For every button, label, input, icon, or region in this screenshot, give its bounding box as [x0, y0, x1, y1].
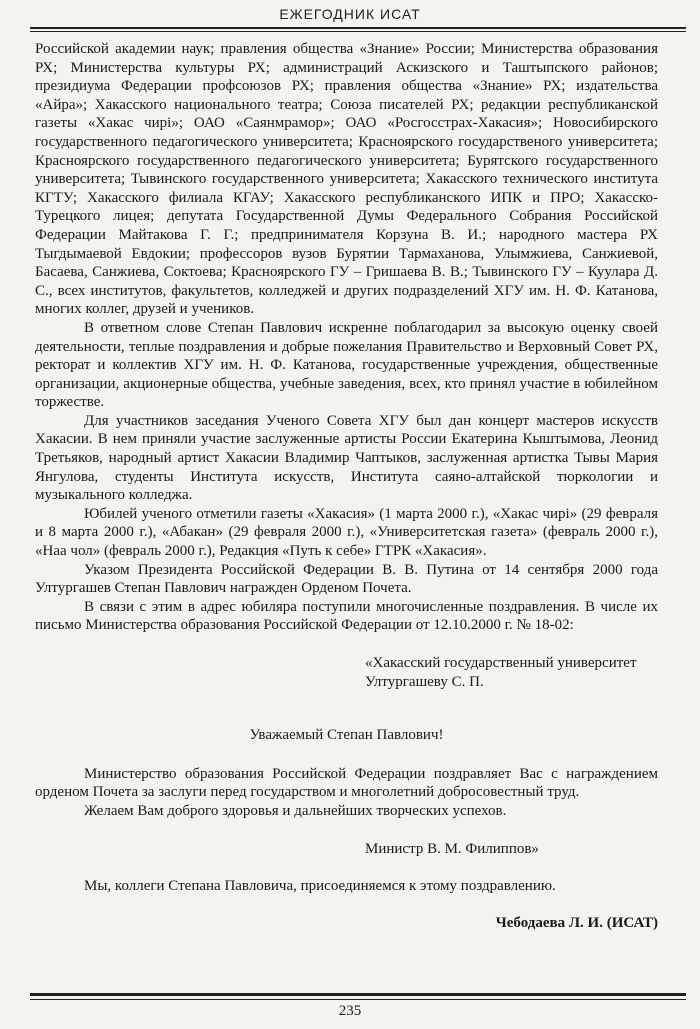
paragraph-congratulators: Российской академии наук; правления общества «Знание» России; Министерства образования РХ; Министерства культуры РХ; администраций Аскизского и Таштыпского районов; президиума Федерации профсоюзов РХ; правления общества «Знание» РХ; издательства «Айра»; Хакасского национального театра; Союза писателей РХ; редакции республиканской газеты «Хакас чирі»; ОАО «Саянмрамор»; ОАО «Росгосстрах-Хакасия»; Новосибирского государственного педагогического университета; Красноярского государственого университета; Красноярского государственного педагогического университета; Бурятского государственного университета; Тывинского государственного университета; Хакасского технического института КГТУ; Хакасского филиала КГАУ; Хакасского республиканского ИПК и ПРО; Хакасско-Турецкого лицея; депутата Государственной Думы Федерального Собрания Российской Федерации Майтакова Г. Г.; предпринимателя Корзуна В. И.; народного мастера РХ Тыгдымаевой Евдокии; профессоров вузов Бурятии Тармаханова, Улымжиева, Санжиевой, Басаева, Санжиева, Соктоева; Красноярского ГУ – Гришаева В. В.; Тывинского ГУ – Куулара Д. С., всех институтов, факультетов, колледжей и других подразделений ХГУ им. Н. Ф. Катанова, многих коллег, друзей и учеников.	[35, 41, 658, 318]
letter-body-1: Министерство образования Российской Федерации поздравляет Вас с награждением орденом Почета за заслуги перед государством и многолетний добросовестный труд.	[35, 765, 658, 801]
letter-address-line2: Ултургашеву С. П.	[365, 673, 484, 690]
paragraph-decree: Указом Президента Российской Федерации В. В. Путина от 14 сентября 2000 года Ултургашев Степан Павлович награжден Орденом Почета.	[35, 561, 658, 597]
letter-body-2: Желаем Вам доброго здоровья и дальнейших творческих успехов.	[84, 802, 507, 819]
closing-paragraph: Мы, коллеги Степана Павловича, присоединяемся к этому поздравлению.	[84, 878, 556, 895]
paragraph-response: В ответном слове Степан Павлович искренне поблагодарил за высокую оценку своей деятельности, теплые поздравления и добрые пожелания Правительство и Верховный Совет РХ, ректорат и коллектив ХГУ им. Н. Ф. Катанова, государственные учреждения, общественные организации, акционерные общества, учебные заведения, всех, кто принял участие в юбилейном торжестве.	[35, 319, 658, 411]
header-rule	[30, 27, 686, 29]
letter-address-line1: «Хакасский государственный университет	[365, 655, 637, 671]
letter-address	[365, 654, 658, 691]
footer-rule	[30, 993, 686, 996]
running-header: ЕЖЕГОДНИК ИСАТ	[279, 6, 421, 22]
body-text	[35, 40, 658, 932]
page-number: 235	[338, 1003, 362, 1019]
author-signature: Чебодаева Л. И. (ИСАТ)	[495, 914, 658, 931]
paragraph-letter-intro: В связи с этим в адрес юбиляра поступили многочисленные поздравления. В числе их письмо Министерства образования Российской Федерации от 12.10.2000 г. № 18-02:	[35, 598, 658, 634]
footer-rule-thin	[30, 999, 686, 1000]
paragraph-newspapers: Юбилей ученого отметили газеты «Хакасия» (1 марта 2000 г.), «Хакас чирі» (29 февраля и 8 марта 2000 г.), «Абакан» (29 февраля 2000 г.), «Университетская газета» (февраль 2000 г.), «Наа чол» (февраль 2000 г.), Редакция «Путь к себе» ГТРК «Хакасия».	[35, 505, 658, 560]
letter-greeting: Уважаемый Степан Павлович!	[249, 727, 444, 744]
letter-signature: Министр В. М. Филиппов»	[365, 840, 539, 857]
header-rule-thin	[30, 31, 686, 32]
paragraph-concert: Для участников заседания Ученого Совета ХГУ был дан концерт мастеров искусств Хакасии. В нем приняли участие заслуженные артисты России Екатерина Кыштымова, Леонид Третьяков, народный артист Хакасии Владимир Чаптыков, заслуженная артистка Тывы Мария Янгулова, студенты Института искусств, Института саяно-алтайской тюркологии и музыкального колледжа.	[35, 412, 658, 504]
